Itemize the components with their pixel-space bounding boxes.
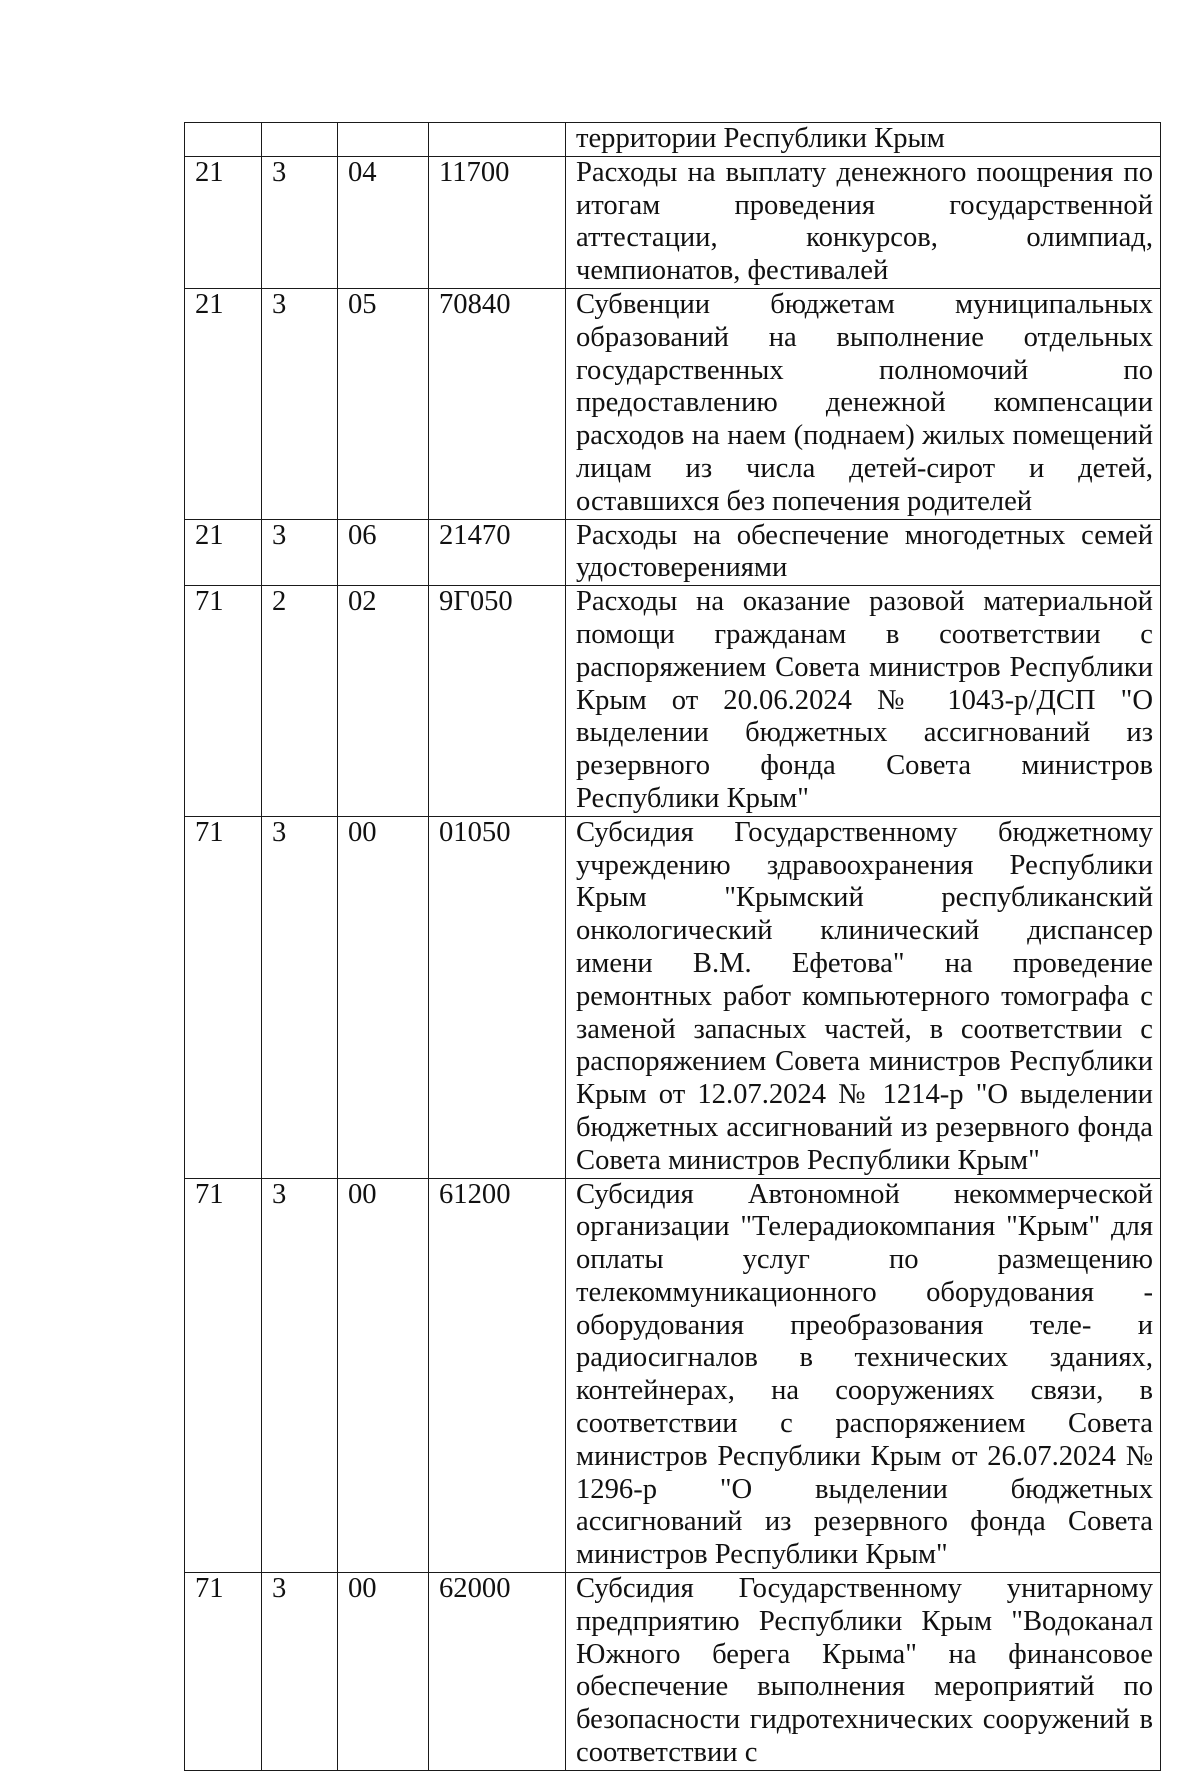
table-row (185, 586, 1161, 817)
cell-code3: 00 (338, 1178, 429, 1573)
cell-code2: 2 (262, 586, 338, 817)
cell-code2 (262, 123, 338, 157)
cell-description: Субсидия Государственному унитарному предприятию Республики Крым "Водоканал Южного берега Крыма" на финансовое обеспечение выполнения мероприятий по безопасности гидротехнических сооружений в соответствии с (566, 1573, 1161, 1771)
table-row (185, 288, 1161, 519)
cell-code2: 3 (262, 519, 338, 586)
cell-code2: 3 (262, 156, 338, 288)
table-row (185, 1178, 1161, 1573)
cell-code2: 3 (262, 288, 338, 519)
cell-code4: 9Г050 (429, 586, 566, 817)
table-row (185, 123, 1161, 157)
cell-code3: 02 (338, 586, 429, 817)
cell-code1: 21 (185, 288, 262, 519)
cell-code2: 3 (262, 1573, 338, 1771)
cell-description: Субвенции бюджетам муниципальных образований на выполнение отдельных государственных полномочий по предоставлению денежной компенсации расходов на наем (поднаем) жилых помещений лицам из числа детей-сирот и детей, оставшихся без попечения родителей (566, 288, 1161, 519)
cell-code1: 71 (185, 816, 262, 1178)
cell-description: Субсидия Государственному бюджетному учреждению здравоохранения Республики Крым "Крымский республиканский онкологический клинический диспансер имени В.М. Ефетова" на проведение ремонтных работ компьютерного томографа с заменой запасных частей, в соответствии с распоряжением Совета министров Республики Крым от 12.07.2024 № 1214-р "О выделении бюджетных ассигнований из резервного фонда Совета министров Республики Крым" (566, 816, 1161, 1178)
table-row (185, 156, 1161, 288)
cell-code3: 05 (338, 288, 429, 519)
cell-code3: 06 (338, 519, 429, 586)
cell-code4: 62000 (429, 1573, 566, 1771)
cell-code3: 00 (338, 816, 429, 1178)
cell-description: Расходы на оказание разовой материальной помощи гражданам в соответствии с распоряжением Совета министров Республики Крым от 20.06.2024 № 1043-р/ДСП "О выделении бюджетных ассигнований из резервного фонда Совета министров Республики Крым" (566, 586, 1161, 817)
cell-code4: 70840 (429, 288, 566, 519)
cell-code1: 21 (185, 156, 262, 288)
cell-description: Расходы на выплату денежного поощрения по итогам проведения государственной аттестации, конкурсов, олимпиад, чемпионатов, фестивалей (566, 156, 1161, 288)
cell-code4: 01050 (429, 816, 566, 1178)
cell-code3 (338, 123, 429, 157)
cell-code1 (185, 123, 262, 157)
cell-description: Субсидия Автономной некоммерческой организации "Телерадиокомпания "Крым" для оплаты услуг по размещению телекоммуникационного оборудования - оборудования преобразования теле- и радиосигналов в технических зданиях, контейнерах, на сооружениях связи, в соответствии с распоряжением Совета министров Республики Крым от 26.07.2024 № 1296-р "О выделении бюджетных ассигнований из резервного фонда Совета министров Республики Крым" (566, 1178, 1161, 1573)
cell-description: Расходы на обеспечение многодетных семей удостоверениями (566, 519, 1161, 586)
table-row (185, 519, 1161, 586)
table-row (185, 1573, 1161, 1771)
cell-code2: 3 (262, 1178, 338, 1573)
budget-table (184, 122, 1161, 1771)
table-row (185, 816, 1161, 1178)
cell-code4 (429, 123, 566, 157)
cell-code1: 71 (185, 1178, 262, 1573)
cell-code4: 61200 (429, 1178, 566, 1573)
cell-code3: 04 (338, 156, 429, 288)
cell-code1: 71 (185, 1573, 262, 1771)
cell-code4: 11700 (429, 156, 566, 288)
cell-description: территории Республики Крым (566, 123, 1161, 157)
cell-code3: 00 (338, 1573, 429, 1771)
cell-code1: 21 (185, 519, 262, 586)
cell-code4: 21470 (429, 519, 566, 586)
cell-code1: 71 (185, 586, 262, 817)
document-page (184, 122, 1161, 1771)
cell-code2: 3 (262, 816, 338, 1178)
